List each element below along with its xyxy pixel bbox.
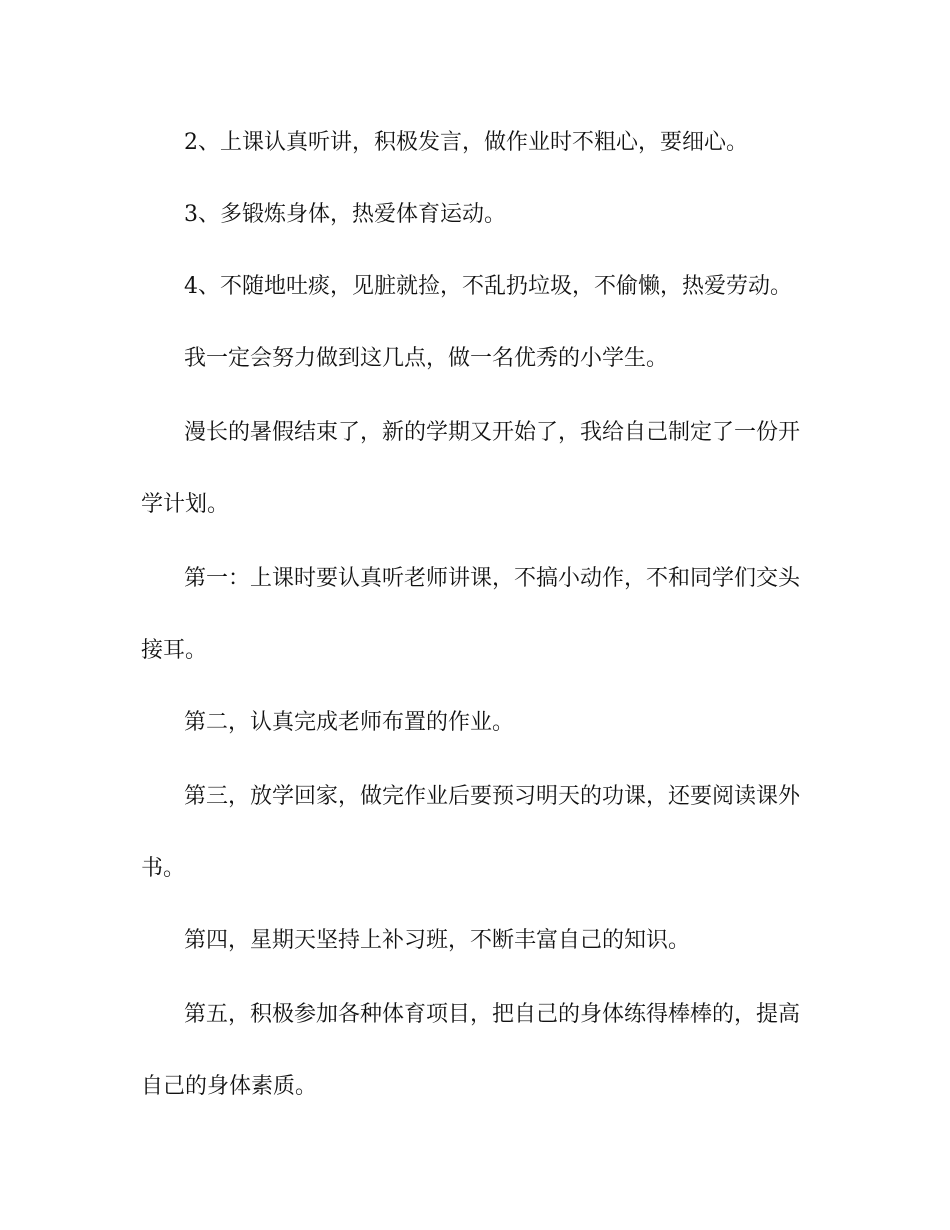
paragraph-line: 第三，放学回家，做完作业后要预习明天的功课，还要阅读课外 <box>184 784 801 809</box>
paragraph-line: 书。 <box>141 856 186 881</box>
paragraph-line: 漫长的暑假结束了，新的学期又开始了，我给自己制定了一份开 <box>184 420 801 445</box>
paragraph-line: 第二，认真完成老师布置的作业。 <box>184 710 515 735</box>
paragraph-line: 我一定会努力做到这几点，做一名优秀的小学生。 <box>184 346 669 371</box>
paragraph-line: 第五，积极参加各种体育项目，把自己的身体练得棒棒的，提高 <box>184 1002 801 1027</box>
paragraph-line: 自己的身体素质。 <box>141 1074 318 1099</box>
paragraph-line: 2、上课认真听讲，积极发言，做作业时不粗心，要细心。 <box>184 130 748 155</box>
paragraph-line: 第四，星期天坚持上补习班，不断丰富自己的知识。 <box>184 928 691 953</box>
paragraph-line: 学计划。 <box>141 492 230 517</box>
paragraph-line: 第一：上课时要认真听老师讲课，不搞小动作，不和同学们交头 <box>184 566 801 591</box>
paragraph-line: 接耳。 <box>141 638 208 663</box>
paragraph-line: 3、多锻炼身体，热爱体育运动。 <box>184 202 506 227</box>
paragraph-line: 4、不随地吐痰，见脏就捡，不乱扔垃圾，不偷懒，热爱劳动。 <box>184 274 792 299</box>
